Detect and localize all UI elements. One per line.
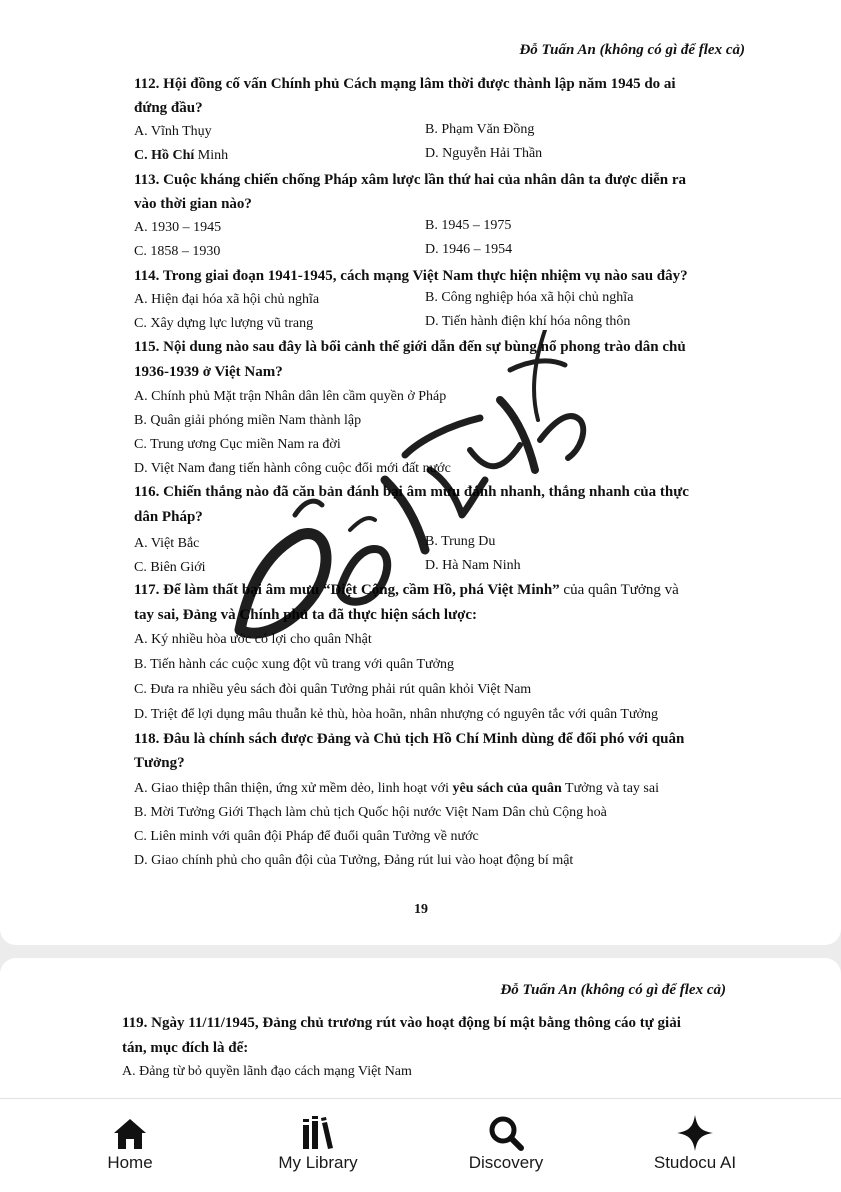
- question-116-option-d: D. Hà Nam Ninh: [425, 558, 521, 573]
- question-112-option-d: D. Nguyễn Hải Thần: [425, 146, 543, 161]
- option-c-bold: C. Hồ Chí: [134, 148, 195, 163]
- question-115-text: 115. Nội dung nào sau đây là bối cảnh thế giới dẫn đến sự bùng nổ phong trào dân chủ: [134, 339, 686, 355]
- library-icon: [298, 1113, 338, 1153]
- search-icon: [486, 1113, 526, 1153]
- question-113-option-c: C. 1858 – 1930: [134, 244, 221, 259]
- question-112-option-b: B. Phạm Văn Đồng: [425, 122, 535, 137]
- nav-my-library[interactable]: [238, 1099, 398, 1192]
- question-114-option-c: C. Xây dựng lực lượng vũ trang: [134, 316, 314, 331]
- page-header: Đỗ Tuấn An (không có gì để flex cả): [519, 42, 745, 58]
- question-118-option-d: D. Giao chính phủ cho quân đội của Tưởng, Đảng rút lui vào hoạt động bí mật: [134, 853, 574, 868]
- document-page-20: [0, 958, 841, 1098]
- question-115-text-cont: 1936-1939 ở Việt Nam?: [134, 364, 283, 380]
- option-c-rest: Minh: [194, 148, 229, 163]
- question-119-text: 119. Ngày 11/11/1945, Đảng chủ trương rút vào hoạt động bí mật bằng thông cáo tự giải: [122, 1015, 681, 1031]
- question-113-text-cont: vào thời gian nào?: [134, 196, 252, 212]
- question-119-text-cont: tán, mục đích là để:: [122, 1040, 249, 1056]
- question-116-text: 116. Chiến thắng nào đã căn bản đánh bại âm mưu đánh nhanh, thắng nhanh của thực: [134, 484, 689, 500]
- question-113-option-a: A. 1930 – 1945: [134, 220, 222, 235]
- question-118-option-a: [134, 779, 659, 799]
- nav-studocu-ai[interactable]: [615, 1099, 775, 1192]
- question-115-option-c: C. Trung ương Cục miền Nam ra đời: [134, 437, 341, 452]
- question-116-text-cont: dân Pháp?: [134, 509, 203, 525]
- question-118-option-c: C. Liên minh với quân đội Pháp để đuổi quân Tưởng về nước: [134, 829, 479, 844]
- question-116-option-c: C. Biên Giới: [134, 560, 206, 575]
- page-number: 19: [414, 902, 428, 917]
- nav-discovery-label: Discovery: [468, 1153, 544, 1172]
- home-icon: [110, 1113, 150, 1153]
- question-112-option-c: [134, 146, 228, 166]
- option-a-bold: yêu sách của quân: [452, 781, 562, 796]
- page-header: Đỗ Tuấn An (không có gì để flex cả): [500, 982, 726, 998]
- question-113-option-b: B. 1945 – 1975: [425, 218, 512, 233]
- bottom-navigation-bar: [0, 1098, 841, 1192]
- question-114-option-a: A. Hiện đại hóa xã hội chủ nghĩa: [134, 292, 320, 307]
- question-114-option-d: D. Tiến hành điện khí hóa nông thôn: [425, 314, 631, 329]
- nav-studocu-ai-label: Studocu AI: [653, 1153, 737, 1172]
- question-113-option-d: D. 1946 – 1954: [425, 242, 513, 257]
- question-116-option-a: A. Việt Bắc: [134, 536, 200, 551]
- nav-home[interactable]: [50, 1099, 210, 1192]
- question-117-option-b: B. Tiến hành các cuộc xung đột vũ trang với quân Tưởng: [134, 657, 454, 672]
- question-117-option-c: C. Đưa ra nhiều yêu sách đòi quân Tưởng phải rút quân khỏi Việt Nam: [134, 682, 532, 697]
- question-117-option-a: A. Ký nhiều hòa ước có lợi cho quân Nhật: [134, 632, 372, 647]
- nav-my-library-label: My Library: [278, 1153, 358, 1172]
- question-112-text: 112. Hội đồng cố vấn Chính phủ Cách mạng lâm thời được thành lập năm 1945 do ai: [134, 76, 676, 92]
- question-117-option-d: D. Triệt để lợi dụng mâu thuẫn kẻ thù, hòa hoãn, nhân nhượng có nguyên tắc với quân Tưởng: [134, 707, 658, 722]
- question-118-option-b: B. Mời Tưởng Giới Thạch làm chủ tịch Quốc hội nước Việt Nam Dân chủ Cộng hoà: [134, 805, 607, 820]
- question-117-normal: của quân Tưởng và: [559, 582, 679, 598]
- question-112-text-cont: đứng đầu?: [134, 100, 203, 116]
- question-118-text-cont: Tưởng?: [134, 755, 185, 771]
- question-114-option-b: B. Công nghiệp hóa xã hội chủ nghĩa: [425, 290, 634, 305]
- question-114-text: 114. Trong giai đoạn 1941-1945, cách mạng Việt Nam thực hiện nhiệm vụ nào sau đây?: [134, 268, 688, 284]
- sparkle-icon: [675, 1113, 715, 1153]
- question-112-option-a: A. Vĩnh Thụy: [134, 124, 212, 139]
- question-117-text-cont: tay sai, Đảng và Chính phủ ta đã thực hiện sách lược:: [134, 607, 478, 623]
- question-115-option-a: A. Chính phủ Mặt trận Nhân dân lên cầm quyền ở Pháp: [134, 389, 447, 404]
- question-117-bold: 117. Để làm thất bại âm mưu “Diệt Cộng, cầm Hồ, phá Việt Minh”: [134, 582, 560, 598]
- option-a-suffix: Tưởng và tay sai: [561, 781, 659, 796]
- nav-discovery[interactable]: [426, 1099, 586, 1192]
- question-117-text: [134, 580, 679, 600]
- option-a-prefix: A. Giao thiệp thân thiện, ứng xử mềm dẻo, linh hoạt với: [134, 781, 453, 796]
- question-119-option-a: A. Đảng từ bỏ quyền lãnh đạo cách mạng Việt Nam: [122, 1064, 412, 1079]
- question-116-option-b: B. Trung Du: [425, 534, 496, 549]
- question-118-text: 118. Đâu là chính sách được Đảng và Chủ tịch Hồ Chí Minh dùng để đối phó với quân: [134, 731, 685, 747]
- question-115-option-d: D. Việt Nam đang tiến hành công cuộc đổi mới đất nước: [134, 461, 451, 476]
- nav-home-label: Home: [107, 1153, 153, 1172]
- question-115-option-b: B. Quân giải phóng miền Nam thành lập: [134, 413, 362, 428]
- question-113-text: 113. Cuộc kháng chiến chống Pháp xâm lược lần thứ hai của nhân dân ta được diễn ra: [134, 172, 687, 188]
